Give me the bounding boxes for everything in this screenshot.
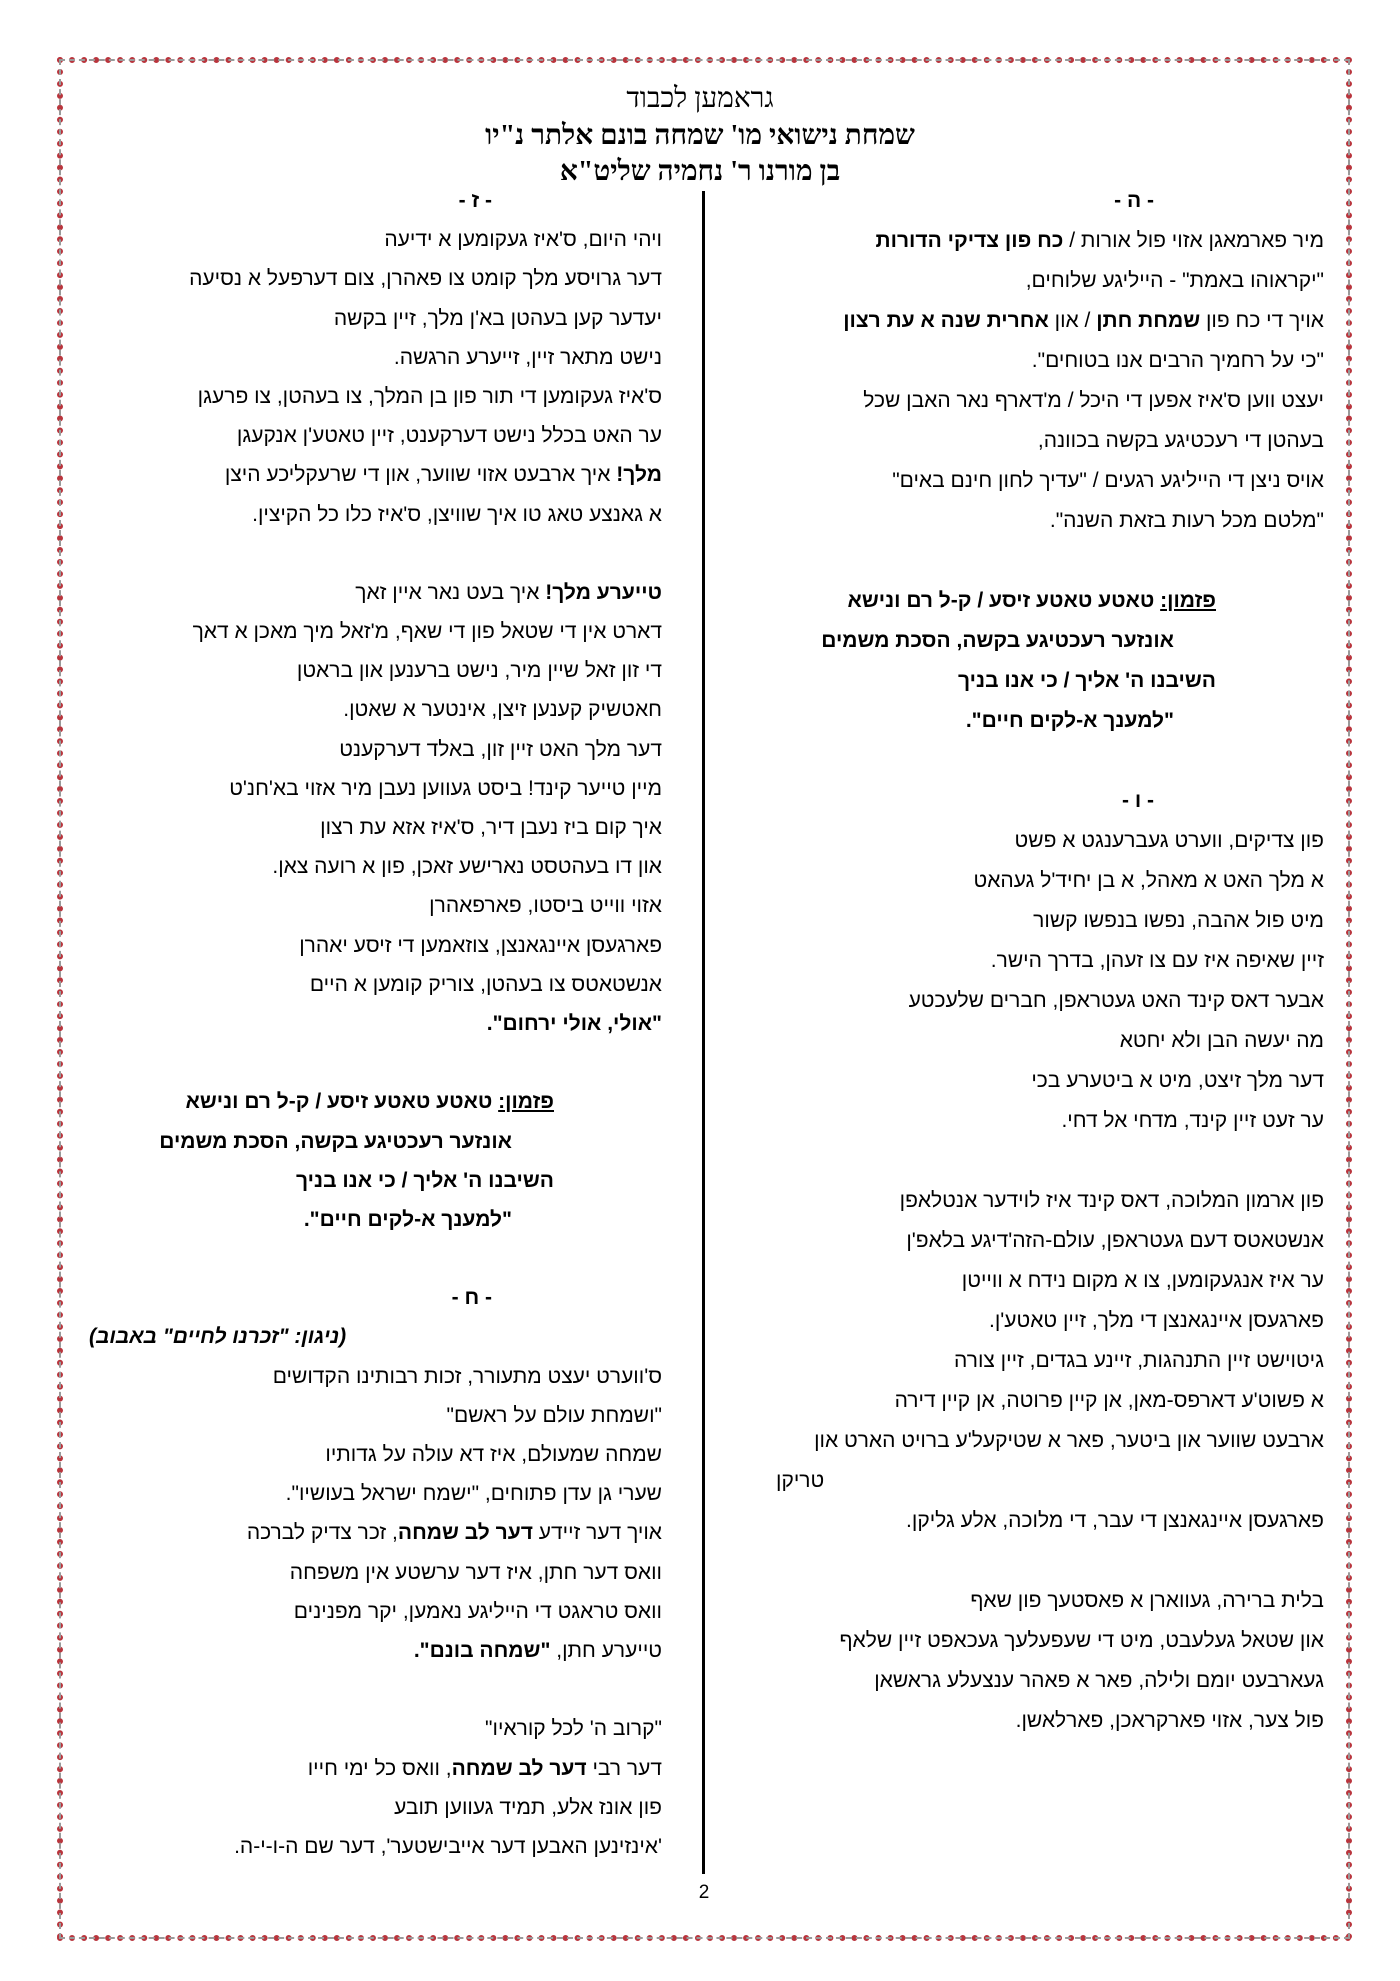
bold-text: שמחת חתן bbox=[1096, 309, 1201, 332]
verse-line bbox=[80, 1631, 662, 1670]
text-run: אויך דער זיידע bbox=[532, 1521, 662, 1545]
verse-line bbox=[740, 1181, 1324, 1221]
text-run: ער זעט זיין קינד, מדחי אל דחי. bbox=[1061, 1109, 1324, 1132]
verse-line bbox=[80, 651, 662, 690]
bold-text: השיבנו ה' אליך / כי אנו בניך bbox=[296, 1168, 554, 1192]
section-heading: - ח - bbox=[451, 1286, 492, 1310]
text-run: ויהי היום, ס'איז געקומען א ידיעה bbox=[384, 228, 662, 252]
verse-line bbox=[740, 1301, 1324, 1341]
bold-text: "למענך א-לקים חיים". bbox=[965, 709, 1174, 732]
verse-line bbox=[80, 377, 662, 416]
verse-line bbox=[80, 1709, 662, 1748]
text-run: א גאנצע טאג טו איך שוויצן, ס'איז כלו כל הקיצין. bbox=[252, 502, 662, 526]
verse-line bbox=[80, 730, 662, 769]
section-heading: - ז - bbox=[458, 189, 492, 212]
verse-line bbox=[740, 1221, 1324, 1261]
verse-line bbox=[80, 1357, 662, 1396]
verse-line bbox=[740, 1341, 1324, 1381]
verse-line bbox=[740, 901, 1324, 941]
text-run: 'אינזינען האבען דער אייבישטער', דער שם ה-ו-י-ה. bbox=[234, 1834, 662, 1858]
text-run: דער רבי bbox=[586, 1756, 662, 1780]
text-run: מיט פול אהבה, נפשו בנפשו קשור bbox=[1033, 909, 1324, 932]
verse-line bbox=[80, 690, 662, 729]
verse-line bbox=[80, 495, 662, 534]
text-run: חאטשיק קענען זיצן, אינטער א שאטן. bbox=[343, 698, 662, 722]
bold-text: אונזער רעכטיגע בקשה, הסכת משמים bbox=[159, 1129, 512, 1153]
chorus-block bbox=[740, 581, 1324, 741]
section-heading: - ו - bbox=[1122, 789, 1154, 812]
verse-line bbox=[740, 1501, 1324, 1541]
verse-line bbox=[740, 1701, 1324, 1741]
verse-line bbox=[80, 299, 662, 338]
text-run: ס'איז געקומען די תור פון בן המלך, צו בעהטן, צו פרעגן bbox=[197, 384, 662, 408]
text-run: יעצט ווען ס'איז אפען די היכל / מ'דארף נאר האבן שכל bbox=[863, 389, 1324, 412]
verse-line bbox=[740, 341, 1324, 381]
blank-line bbox=[80, 1670, 662, 1709]
verse-line bbox=[80, 1749, 662, 1788]
text-run: דארט אין די שטאל פון די שאף, מ'זאל מיך מאכן א דאך bbox=[192, 620, 662, 644]
bold-text: טאטע טאטע זיסע / ק-ל רם ונישא bbox=[185, 1090, 499, 1114]
left-column bbox=[80, 181, 662, 1866]
verse-line bbox=[740, 941, 1324, 981]
text-run: שמחה שמעולם, איז דא עולה על גדותיו bbox=[325, 1443, 662, 1466]
text-run: בעהטן די רעכטיגע בקשה בכוונה, bbox=[1037, 429, 1324, 452]
blank-line bbox=[80, 1043, 662, 1082]
chorus-line bbox=[80, 1082, 662, 1121]
bold-text: אונזער רעכטיגע בקשה, הסכת משמים bbox=[821, 629, 1174, 652]
verse-line bbox=[740, 1381, 1324, 1421]
blank-line bbox=[740, 1141, 1324, 1181]
text-run: אזוי ווייט ביסטו, פארפאהרן bbox=[429, 894, 662, 918]
text-run: אבער דאס קינד האט געטראפן, חברים שלעכטע bbox=[908, 989, 1324, 1012]
text-run: פארגעסן איינגאנצן, צוזאמען די זיסע יאהרן bbox=[299, 933, 662, 957]
tune-note bbox=[80, 1317, 662, 1356]
text-run: ער איז אנגעקומען, צו א מקום נידח א ווייטן bbox=[961, 1269, 1324, 1292]
verse-line bbox=[80, 1396, 662, 1435]
text-run: איך בעט נאר איין זאך bbox=[355, 580, 546, 604]
text-run: געארבעט יומם ולילה, פאר א פאהר ענצעלע גראשאן bbox=[874, 1669, 1324, 1692]
text-run: פון אונז אלע, תמיד געווען תובע bbox=[394, 1795, 662, 1819]
verse-line bbox=[80, 1827, 662, 1866]
text-run: א פשוט'ע דארפס-מאן, אן קיין פרוטה, אן קיין דירה bbox=[894, 1389, 1324, 1412]
blank-line bbox=[740, 741, 1324, 781]
blank-line bbox=[80, 534, 662, 573]
title-line-2: שמחת נישואי מו' שמחה בונם אלתר נ"יו bbox=[485, 119, 915, 151]
text-run: "ושמחת עולם על ראשם" bbox=[446, 1403, 662, 1427]
verse-line bbox=[80, 1788, 662, 1827]
blank-line bbox=[80, 1239, 662, 1278]
text-run: מה יעשה הבן ולא יחטא bbox=[1119, 1029, 1324, 1052]
chorus-block bbox=[80, 1082, 662, 1239]
verse-line bbox=[80, 259, 662, 298]
verse-line bbox=[80, 769, 662, 808]
document-title bbox=[0, 81, 1400, 191]
bold-text: דער לב שמחה bbox=[451, 1756, 587, 1780]
verse-line bbox=[740, 1421, 1324, 1461]
verse-line bbox=[740, 421, 1324, 461]
title-line-1: גראמען לכבוד bbox=[626, 83, 774, 114]
text-run: , זכר צדיק לברכה bbox=[246, 1521, 398, 1545]
bold-text: השיבנו ה' אליך / כי אנו בניך bbox=[958, 669, 1216, 692]
bold-text: כח פון צדיקי הדורות bbox=[875, 229, 1064, 252]
verse-line bbox=[80, 965, 662, 1004]
verse-line bbox=[740, 1061, 1324, 1101]
text-run: דער מלך זיצט, מיט א ביטערע בכי bbox=[1031, 1069, 1324, 1092]
chorus-line bbox=[80, 1122, 662, 1161]
text-run: טייערע חתן, bbox=[550, 1638, 662, 1662]
verse-line bbox=[80, 1435, 662, 1474]
blank-line bbox=[740, 1541, 1324, 1581]
text-run: גיטוישט זיין התנהגות, זיינע בגדים, זיין צורה bbox=[954, 1349, 1324, 1372]
verse-line bbox=[740, 1261, 1324, 1301]
verse-line bbox=[80, 416, 662, 455]
chorus-line bbox=[740, 581, 1324, 621]
chorus-line bbox=[740, 621, 1324, 661]
text-run: אנשטאטס דעם געטראפן, עולם-הזה'דיגע בלאפ'ן bbox=[906, 1229, 1324, 1252]
verse-line bbox=[80, 220, 662, 259]
text-run: אנשטאטס צו בעהטן, צוריק קומען א היים bbox=[309, 972, 662, 996]
verse-line bbox=[80, 612, 662, 651]
section-heading: - ה - bbox=[1114, 189, 1154, 212]
verse-line bbox=[80, 1004, 662, 1043]
text-run: בלית ברירה, געווארן א פאסטעך פון שאף bbox=[970, 1589, 1324, 1612]
verse-line bbox=[740, 861, 1324, 901]
verse-line bbox=[740, 1021, 1324, 1061]
text-run: ס'ווערט יעצט מתעורר, זכות רבותינו הקדושים bbox=[272, 1364, 662, 1388]
underlined-label: פזמון: bbox=[498, 1090, 554, 1114]
verse-line bbox=[740, 461, 1324, 501]
text-run: ארבעט שווער און ביטער, פאר א שטיקעל'ע ברויט הארט און bbox=[814, 1429, 1324, 1452]
verse-line bbox=[80, 847, 662, 886]
verse-line bbox=[740, 1101, 1324, 1141]
text-run: מיר פארמאגן אזוי פול אורות / bbox=[1063, 229, 1324, 252]
text-run: שערי גן עדן פתוחים, "ישמח ישראל בעושיו". bbox=[285, 1482, 662, 1506]
text-run: איך קום ביז נעבן דיר, ס'איז אזא עת רצון bbox=[320, 816, 662, 839]
italic-text: (ניגון: "זכרנו לחיים" באבוב) bbox=[89, 1325, 347, 1349]
text-run: יעדער קען בעהטן בא'ן מלך, זיין בקשה bbox=[333, 306, 662, 330]
verse-line bbox=[80, 1513, 662, 1552]
right-column bbox=[740, 181, 1324, 1741]
column-divider bbox=[702, 191, 705, 1874]
underlined-label: פזמון: bbox=[1160, 589, 1216, 612]
verse-line bbox=[740, 821, 1324, 861]
verse-line bbox=[740, 261, 1324, 301]
verse-line bbox=[740, 301, 1324, 341]
verse-line bbox=[740, 1661, 1324, 1701]
text-run: איך ארבעט אזוי שווער, און די שרעקליכע היצן bbox=[224, 463, 617, 487]
verse-line bbox=[740, 221, 1324, 261]
text-run: פון צדיקים, ווערט געברענגט א פשט bbox=[1014, 829, 1324, 852]
verse-line bbox=[80, 926, 662, 965]
bold-text: טייערע מלך! bbox=[545, 580, 662, 604]
verse-line bbox=[740, 381, 1324, 421]
text-run: "מלטם מכל רעות בזאת השנה". bbox=[1049, 509, 1324, 532]
text-run: פון ארמון המלוכה, דאס קינד איז לוידער אנטלאפן bbox=[899, 1189, 1324, 1212]
text-run: דער מלך האט זיין זון, באלד דערקענט bbox=[339, 737, 662, 761]
text-run: דער גרויסע מלך קומט צו פאהרן, צום דערפעל א נסיעה bbox=[189, 267, 662, 291]
text-run: אויס ניצן די הייליגע רגעים / "עדיך לחון חינם באים" bbox=[892, 469, 1324, 492]
verse-line bbox=[740, 1621, 1324, 1661]
chorus-line bbox=[740, 701, 1324, 741]
chorus-line bbox=[80, 1161, 662, 1200]
chorus-line bbox=[740, 661, 1324, 701]
text-run: א מלך האט א מאהל, א בן יחיד'ל געהאט bbox=[973, 869, 1324, 892]
text-run: וואס דער חתן, איז דער ערשטע אין משפחה bbox=[289, 1560, 662, 1584]
blank-line bbox=[740, 541, 1324, 581]
text-run: נישט מתאר זיין, זייערע הרגשה. bbox=[393, 345, 662, 369]
bold-text: אחרית שנה א עת רצון bbox=[843, 309, 1049, 332]
text-run: טריקן bbox=[776, 1469, 825, 1492]
text-run: ער האט בכלל נישט דערקענט, זיין טאטע'ן אנקעגן bbox=[236, 424, 662, 448]
text-run: וואס טראגט די הייליגע נאמען, יקר מפנינים bbox=[293, 1599, 662, 1623]
verse-line bbox=[80, 573, 662, 612]
text-run: "קרוב ה' לכל קוראיו" bbox=[485, 1717, 662, 1741]
text-run: "כי על רחמיך הרבים אנו בטוחים". bbox=[1031, 349, 1324, 372]
text-run: פארגעסן איינגאנצן די עבר, די מלוכה, אלע גליקן. bbox=[906, 1509, 1324, 1532]
bold-text: טאטע טאטע זיסע / ק-ל רם ונישא bbox=[847, 589, 1161, 612]
page-number: 2 bbox=[698, 1882, 710, 1903]
text-run: און דו בעהטסט נארישע זאכן, פון א רועה צאן. bbox=[272, 855, 662, 879]
text-run: די זון זאל שיין מיר, נישט ברענען און בראטן bbox=[296, 659, 662, 683]
bold-text: מלך! bbox=[616, 463, 662, 487]
wrapped-line-continuation bbox=[740, 1461, 1324, 1501]
verse-line bbox=[80, 1592, 662, 1631]
bold-text: "אולי, אולי ירחום". bbox=[486, 1011, 662, 1035]
bold-text: "שמחה בונם". bbox=[413, 1638, 551, 1662]
text-run: און שטאל געלעבט, מיט די שעפעלעך געכאפט זיין שלאף bbox=[839, 1629, 1324, 1652]
text-run: "יקראוהו באמת" - הייליגע שלוחים, bbox=[1025, 269, 1324, 292]
verse-line bbox=[80, 1474, 662, 1513]
text-run: , וואס כל ימי חייו bbox=[307, 1756, 452, 1780]
text-run: מיין טייער קינד! ביסט געווען נעבן מיר אזוי בא'חנ'ט bbox=[229, 776, 662, 800]
verse-line bbox=[80, 338, 662, 377]
verse-line bbox=[740, 501, 1324, 541]
title-line-3: בן מורנו ר' נחמיה שליט"א bbox=[559, 156, 841, 187]
verse-line bbox=[80, 1553, 662, 1592]
verse-line bbox=[740, 981, 1324, 1021]
text-run: פארגעסן איינגאנצן די מלך, זיין טאטע'ן. bbox=[988, 1309, 1324, 1332]
bold-text: "למענך א-לקים חיים". bbox=[303, 1207, 512, 1231]
verse-line bbox=[740, 1581, 1324, 1621]
text-run: פול צער, אזוי פארקראכן, פארלאשן. bbox=[1015, 1709, 1324, 1732]
verse-line bbox=[80, 455, 662, 494]
text-run: / און bbox=[1048, 309, 1097, 332]
bold-text: דער לב שמחה bbox=[397, 1521, 533, 1545]
verse-line bbox=[80, 808, 662, 847]
text-run: אויך די כח פון bbox=[1200, 309, 1324, 332]
chorus-line bbox=[80, 1200, 662, 1239]
text-run: זיין שאיפה איז עם צו זעהן, בדרך הישר. bbox=[990, 949, 1324, 972]
verse-line bbox=[80, 886, 662, 925]
